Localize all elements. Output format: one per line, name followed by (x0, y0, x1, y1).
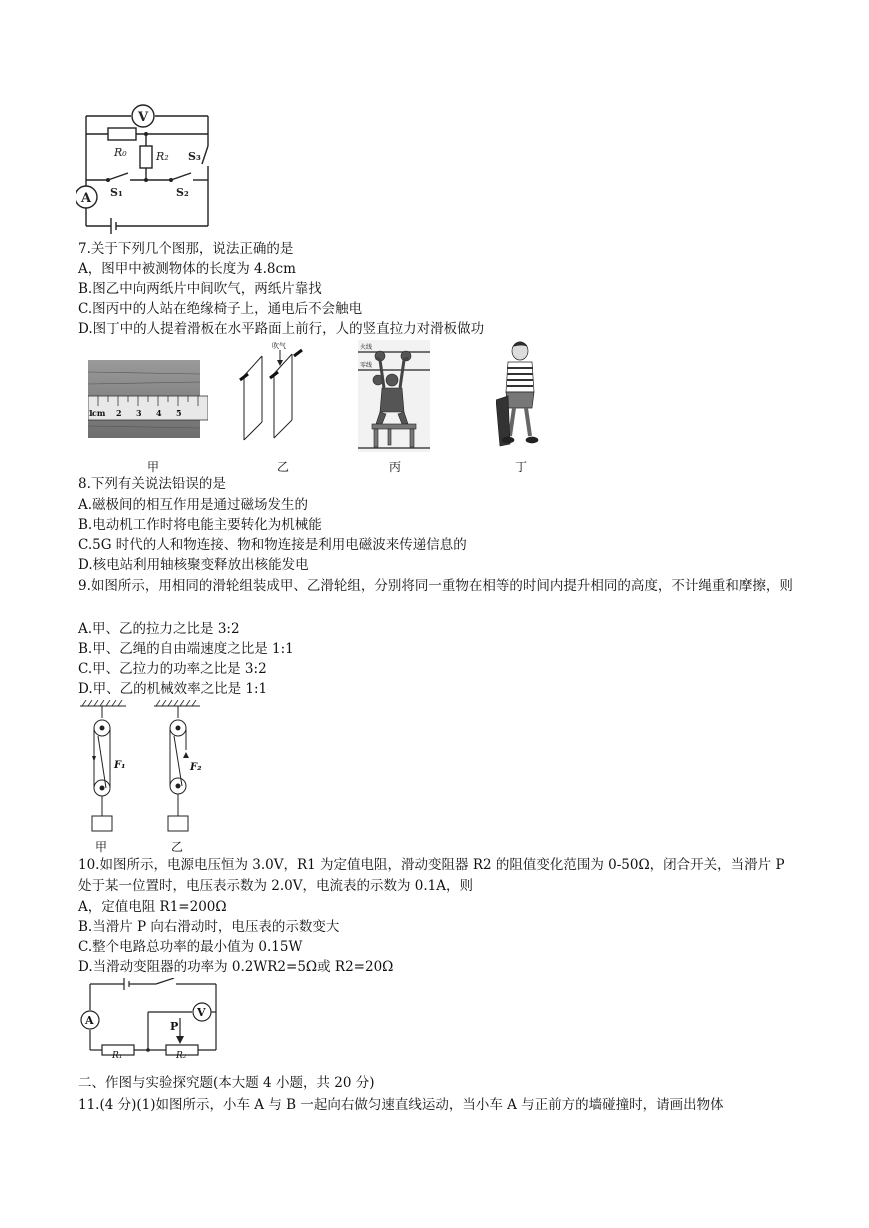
s3-label: S₃ (188, 150, 201, 163)
section-2-heading: 二、作图与实验探究题(本大题 4 小题，共 20 分) (78, 1075, 375, 1091)
ammeter-label: A (81, 191, 92, 206)
s1-label: S₁ (110, 186, 123, 199)
q9-option-c: C.甲、乙拉力的功率之比是 3:2 (78, 661, 267, 677)
q10-stem: 10.如图所示，电源电压恒为 3.0V，R1 为定值电阻，滑动变阻器 R2 的阻值变化范围为 0-50Ω，闭合开关，当滑片 P 处于某一位置时，电压表示数为 2.0V，电流表的示数为 0.1A，则 (78, 857, 785, 894)
r0-label: R₀ (114, 146, 127, 159)
ruler-tick-3: 3 (136, 408, 142, 418)
paper-sheets-figure (232, 340, 322, 450)
q9-option-d: D.甲、乙的机械效率之比是 1:1 (78, 681, 268, 697)
pulley-system-figure (78, 700, 208, 834)
q7-option-a: A，图甲中被测物体的长度为 4.8cm (78, 261, 296, 277)
ruler-tick-2: 2 (116, 408, 122, 418)
q10-option-a: A，定值电阻 R1=200Ω (78, 899, 227, 915)
q7-caption-bing: 丙 (388, 460, 401, 474)
q10-slider-label: P (170, 1020, 179, 1033)
circuit-diagram-top (76, 96, 216, 238)
q9-caption-jia: 甲 (94, 840, 107, 854)
insulated-stool-figure (358, 340, 430, 452)
ruler-unit: cm (92, 408, 106, 418)
q10-option-d: D.当滑动变阻器的功率为 0.2WR2=5Ω或 R2=20Ω (78, 959, 394, 975)
q7-caption-ding: 丁 (514, 460, 527, 474)
voltmeter-label: V (138, 110, 149, 125)
s2-label: S₂ (176, 186, 189, 199)
q10-ammeter-label: A (85, 1014, 94, 1027)
q8-option-a: A.磁极间的相互作用是通过磁场发生的 (78, 497, 309, 513)
q9-stem: 9.如图所示，用相同的滑轮组装成甲、乙滑轮组，分别将同一重物在相等的时间内提升相同的高度，不计绳重和摩擦，则 (78, 578, 793, 594)
q7-caption-yi: 乙 (276, 460, 289, 474)
force-f2-label: F₂ (190, 762, 202, 773)
q8-option-c: C.5G 时代的人和物连接、物和物连接是利用电磁波来传递信息的 (78, 537, 467, 553)
q8-option-b: B.电动机工作时将电能主要转化为机械能 (78, 517, 322, 533)
q10-r2-label: R₂ (176, 1051, 187, 1060)
q10-voltmeter-label: V (197, 1006, 206, 1019)
q7-option-d: D.图丁中的人提着滑板在水平路面上前行，人的竖直拉力对滑板做功 (78, 321, 485, 337)
boy-carrying-board-figure (496, 340, 544, 452)
blow-label: 吹气 (272, 342, 286, 350)
q8-option-d: D.核电站利用轴核聚变释放出核能发电 (78, 557, 309, 573)
q7-option-c: C.图丙中的人站在绝缘椅子上，通电后不会触电 (78, 301, 363, 317)
neutral-wire-label: 零线 (360, 362, 373, 369)
q7-option-b: B.图乙中向两纸片中间吹气，两纸片靠找 (78, 281, 322, 297)
q10-option-c: C.整个电路总功率的最小值为 0.15W (78, 939, 303, 955)
r2-label: R₂ (156, 150, 169, 163)
ruler-figure (88, 360, 208, 440)
q8-stem: 8.下列有关说法铅误的是 (78, 476, 226, 492)
ruler-tick-4: 4 (156, 408, 162, 418)
live-wire-label: 火线 (360, 344, 373, 351)
q7-stem: 7.关于下列几个图那，说法正确的是 (78, 241, 294, 257)
q11-stem: 11.(4 分)(1)如图所示，小车 A 与 B 一起向右做匀速直线运动，当小车 A 与正前方的墙碰撞时，请画出物体 (78, 1097, 724, 1113)
q7-caption-jia: 甲 (146, 460, 159, 474)
q9-option-a: A.甲、乙的拉力之比是 3:2 (78, 621, 240, 637)
q10-r1-label: R₁ (112, 1051, 123, 1060)
q9-caption-yi: 乙 (170, 840, 183, 854)
force-f1-label: F₁ (114, 760, 126, 771)
ruler-tick-5: 5 (176, 408, 182, 418)
circuit-diagram-q10 (76, 978, 222, 1060)
q10-option-b: B.当滑片 P 向右滑动时，电压表的示数变大 (78, 919, 340, 935)
q9-option-b: B.甲、乙绳的自由端速度之比是 1:1 (78, 641, 294, 657)
ruler-tick-1: 1 (88, 408, 94, 418)
